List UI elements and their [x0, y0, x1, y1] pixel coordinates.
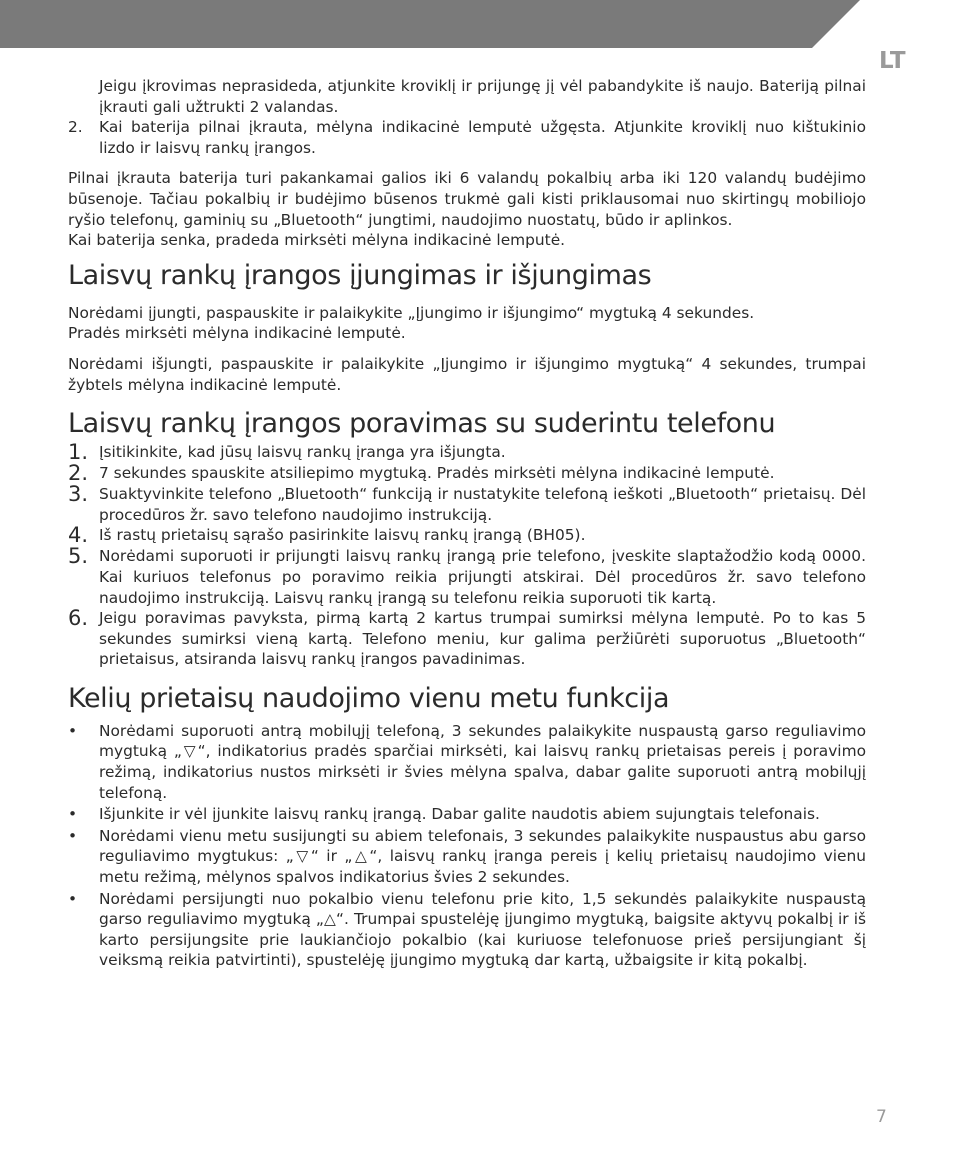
step-number: 2. — [68, 461, 89, 486]
bullet-text: Išjunkite ir vėl įjunkite laisvų rankų įrangą. Dabar galite naudotis abiem sujungtais telefonais. — [99, 805, 820, 824]
step-text: 7 sekundes spauskite atsiliepimo mygtuką. Pradės mirksėti mėlyna indikacinė lemputė. — [99, 464, 775, 483]
step-number: 6. — [68, 606, 89, 631]
bullet: • — [68, 805, 78, 824]
section-heading-pairing: Laisvų rankų įrangos poravimas su suderintu telefonu — [68, 408, 776, 440]
list-item — [68, 721, 866, 803]
list-item — [68, 889, 866, 971]
header-bar — [0, 0, 860, 48]
step-text: Įsitikinkite, kad jūsų laisvų rankų įranga yra išjungta. — [99, 443, 506, 462]
bullet: • — [68, 721, 78, 740]
step-number: 5. — [68, 544, 89, 569]
intro-list-item — [68, 117, 866, 158]
list-item — [68, 546, 866, 608]
step-number: 1. — [68, 440, 89, 465]
step-text: Suaktyvinkite telefono „Bluetooth“ funkciją ir nustatykite telefoną ieškoti „Bluetooth“ prietaisų. Dėl procedūros žr. savo telefono naudojimo instrukciją. — [99, 485, 866, 524]
page-number: 7 — [876, 1107, 887, 1127]
bullet: • — [68, 826, 78, 845]
list-item — [68, 442, 866, 463]
step-text: Norėdami suporuoti ir prijungti laisvų rankų įrangą prie telefono, įveskite slaptažodžio kodą 0000. Kai kuriuos telefonus po poravimo reikia prijungti atskirai. Dėl procedūros žr. savo telefono naudojimo instrukciją. Laisvų rankų įrangą su telefonu reikia suporuoti tik kartą. — [99, 547, 866, 607]
list-item — [68, 484, 866, 525]
bullet-text: Norėdami persijungti nuo pokalbio vienu telefonu prie kito, 1,5 sekundės palaikykite nuspaustą garso reguliavimo mygtuką „△“. Trumpai spustelėję įjungimo mygtuką, baigsite aktyvų pokalbį ir iš karto persijungsite prie laukiančiojo pokalbio (kai kuriuose telefonuose prieš persijungiant šį veiksmą reikia patvirtinti), spustelėję įjungimo mygtuką dar kartą, užbaigsite ir kitą pokalbį. — [99, 889, 866, 970]
power-off-paragraph: Norėdami išjungti, paspauskite ir palaikykite „Įjungimo ir išjungimo mygtuką“ 4 sekundes, trumpai žybtels mėlyna indikacinė lemputė. — [68, 354, 866, 394]
power-on-paragraph: Norėdami įjungti, paspauskite ir palaikykite „Įjungimo ir išjungimo“ mygtuką 4 sekundes. — [68, 303, 755, 322]
list-item — [68, 525, 866, 546]
intro-item-text: Kai baterija pilnai įkrauta, mėlyna indikacinė lemputė užgęsta. Atjunkite kroviklį nuo kištukinio lizdo ir laisvų rankų įrangos. — [99, 118, 866, 157]
bullet: • — [68, 889, 78, 908]
multipoint-list — [68, 721, 866, 971]
step-text: Jeigu poravimas pavyksta, pirmą kartą 2 kartus trumpai sumirksi mėlyna lemputė. Po to kas 5 sekundes sumirksi vieną kartą. Telefono meniu, kur galima peržiūrėti suporuotus „Bluetooth“ prietaisus, atsiranda laisvų rankų įrangos pavadinimas. — [99, 609, 866, 669]
bullet-text: Norėdami suporuoti antrą mobilųjį telefoną, 3 sekundes palaikykite nuspaustą garso reguliavimo mygtuką „▽“, indikatorius pradės sparčiai mirksėti, kai laisvų rankų prietaisas pereis į poravimo režimą, indikatorius nustos mirksėti ir švies mėlyna spalva, dabar galite suporuoti antrą mobilųjį telefoną. — [99, 721, 866, 802]
step-number: 3. — [68, 482, 89, 507]
list-item — [68, 608, 866, 670]
section-heading-power: Laisvų rankų įrangos įjungimas ir išjungimas — [68, 259, 652, 291]
power-on-indicator: Pradės mirksėti mėlyna indikacinė lemputė. — [68, 324, 406, 343]
step-text: Iš rastų prietaisų sąrašo pasirinkite laisvų rankų įrangą (BH05). — [99, 526, 586, 545]
section-heading-multipoint: Kelių prietaisų naudojimo vienu metu funkcija — [68, 682, 670, 714]
list-item — [68, 463, 866, 484]
bullet-text: Norėdami vienu metu susijungti su abiem telefonais, 3 sekundes palaikykite nuspaustus abu garso reguliavimo mygtukus: „▽“ ir „△“, laisvų rankų įranga pereis į kelių prietaisų naudojimo vienu metu režimą, mėlynos spalvos indikatorius švies 2 sekundes. — [99, 826, 866, 887]
step-number: 4. — [68, 523, 89, 548]
language-tag: LT — [879, 48, 906, 74]
intro-continuation: Jeigu įkrovimas neprasideda, atjunkite kroviklį ir prijungę jį vėl pabandykite iš naujo. Bateriją pilnai įkrauti gali užtrukti 2 valandas. — [99, 77, 866, 116]
list-item — [68, 804, 866, 825]
intro-item-number: 2. — [68, 118, 83, 137]
list-item — [68, 826, 866, 888]
pairing-steps — [68, 442, 866, 670]
battery-low-paragraph: Kai baterija senka, pradeda mirksėti mėlyna indikacinė lemputė. — [68, 231, 566, 250]
page-content — [68, 76, 866, 972]
battery-paragraph: Pilnai įkrauta baterija turi pakankamai galios iki 6 valandų pokalbių arba iki 120 valandų budėjimo būsenoje. Tačiau pokalbių ir budėjimo būsenos trukmė gali kisti priklausomai nuo skirtingų mobiliojo ryšio telefonų, gaminių su „Bluetooth“ jungtimi, naudojimo nuostatų, būdo ir aplinkos. — [68, 169, 866, 229]
header-bar-shape — [0, 0, 860, 48]
